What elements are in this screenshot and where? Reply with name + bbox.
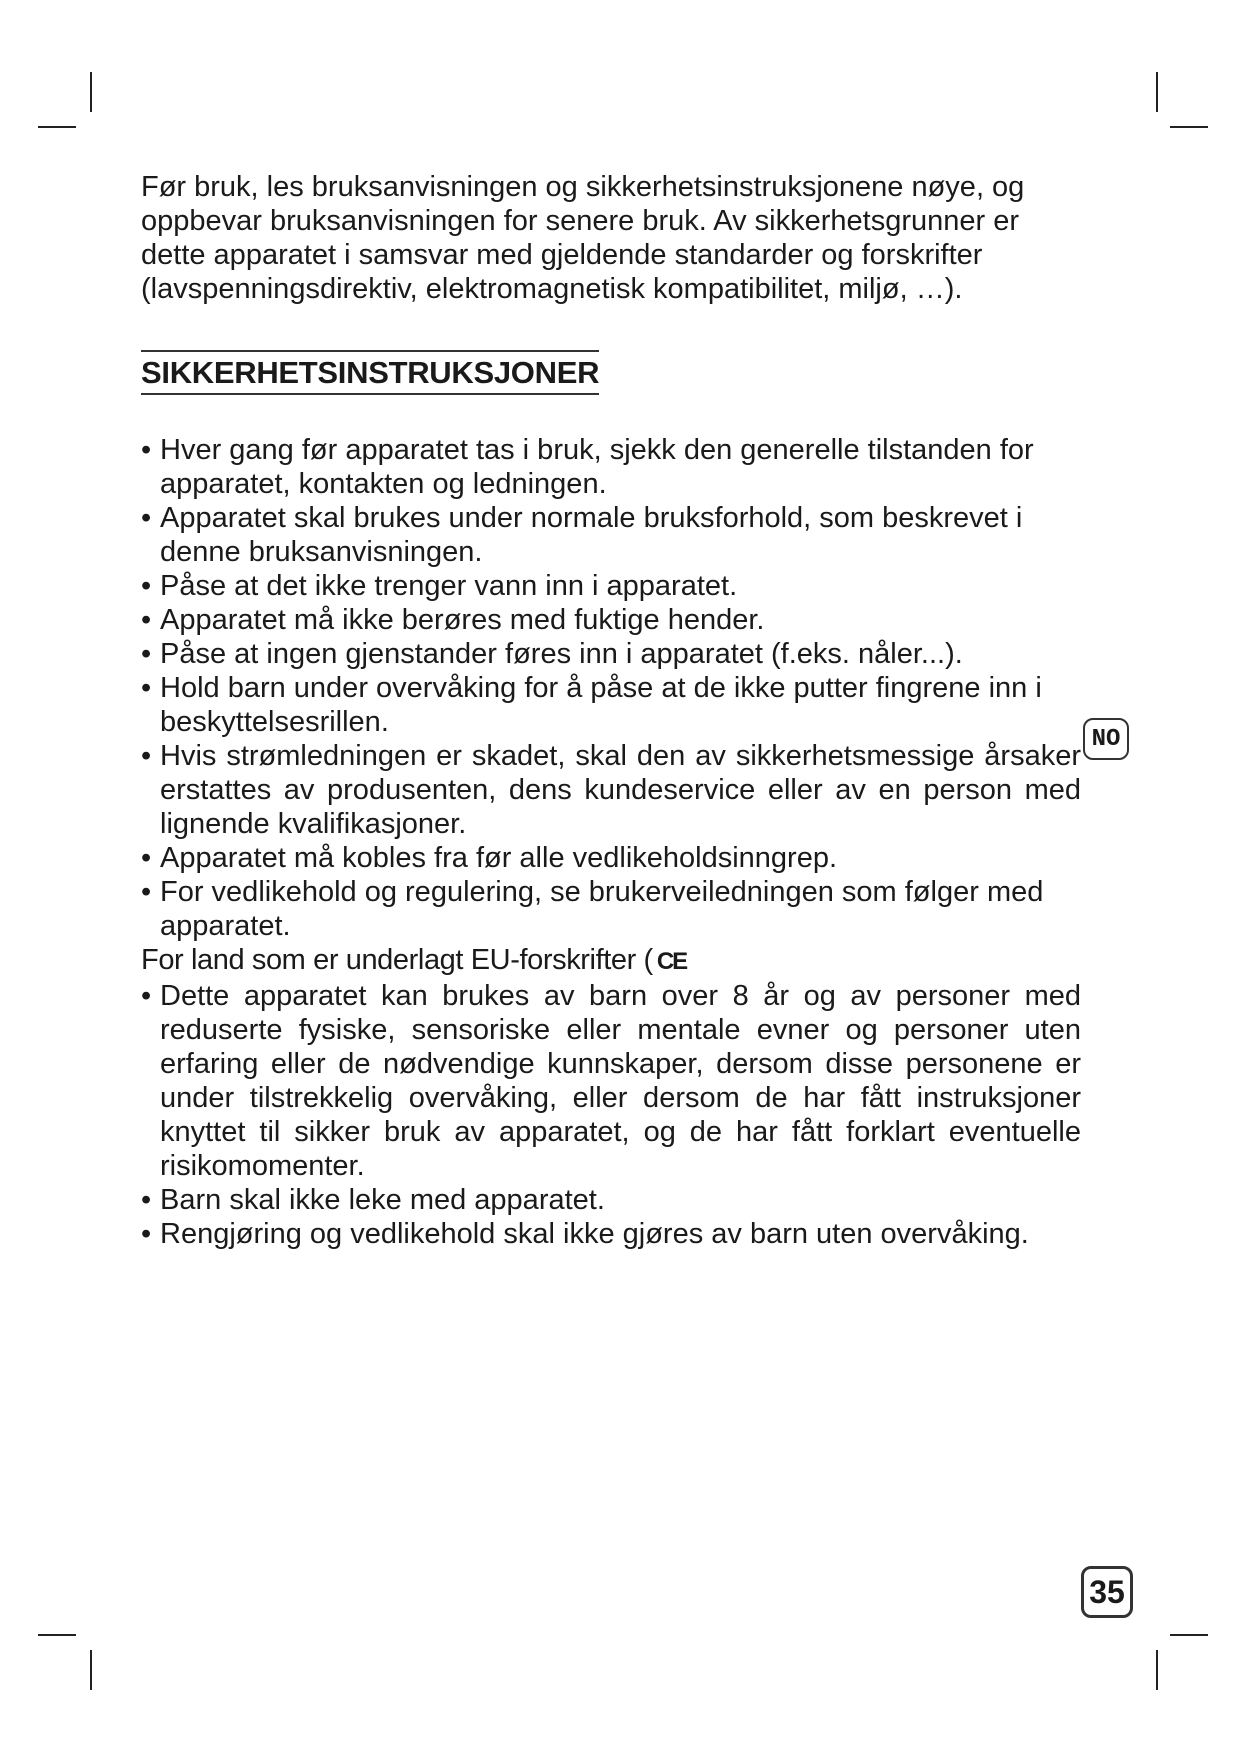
bullet-icon: • [141,1218,152,1250]
eu-regulation-line [141,943,1081,979]
list-item [141,433,1081,501]
list-item-text: Påse at ingen gjenstander føres inn i apparatet (f.eks. nåler...). [160,638,963,670]
eu-regulation-text: For land som er underlagt EU-forskrifter ( [141,944,653,976]
crop-mark [90,1650,92,1690]
bullet-icon: • [141,434,152,466]
list-item [141,739,1081,841]
crop-mark [1156,72,1158,112]
list-item [141,637,1081,671]
crop-mark [1156,1650,1158,1690]
intro-paragraph: Før bruk, les bruksanvisningen og sikkerhetsinstruksjonene nøye, og oppbevar bruksanvisningen for senere bruk. Av sikkerhetsgrunner er dette apparatet i samsvar med gjeldende standarder og forskrifter (lavspenningsdirektiv, elektromagnetisk kompatibilitet, miljø, …). [141,171,1025,305]
list-item-text: Apparatet må ikke berøres med fuktige hender. [160,604,765,636]
ce-mark-icon: CE [656,948,687,975]
list-item [141,569,1081,603]
crop-mark [1170,126,1208,128]
list-item-text: Dette apparatet kan brukes av barn over 8 år og av personer med reduserte fysiske, sensoriske eller mentale evner og personer uten erfaring eller de nødvendige kunnskaper, dersom disse personene er under tilstrekkelig overvåking, eller dersom de har fått instruksjoner knyttet til sikker bruk av apparatet, og de har fått forklart eventuelle risikomomenter. [160,980,1081,1182]
bullet-icon: • [141,672,152,704]
list-item-text: For vedlikehold og regulering, se brukerveiledningen som følger med apparatet. [160,876,1044,942]
list-item [141,1217,1081,1251]
list-item-text: Hver gang før apparatet tas i bruk, sjekk den generelle tilstanden for apparatet, kontakten og ledningen. [160,434,1034,500]
list-item [141,501,1081,569]
eu-list [141,979,1081,1251]
bullet-icon: • [141,570,152,602]
bullet-icon: • [141,502,152,534]
list-item-text: Hold barn under overvåking for å påse at de ikke putter fingrene inn i beskyttelsesrillen. [160,672,1042,738]
list-item-text: Påse at det ikke trenger vann inn i apparatet. [160,570,738,602]
list-item-text: Hvis strømledningen er skadet, skal den av sikkerhetsmessige årsaker erstattes av produsenten, dens kundeservice eller av en person med lignende kvalifikasjoner. [160,740,1081,840]
crop-mark [1170,1634,1208,1636]
bullet-icon: • [141,1184,152,1216]
crop-mark [38,126,76,128]
bullet-icon: • [141,876,152,908]
bullet-icon: • [141,842,152,874]
list-item-text: Rengjøring og vedlikehold skal ikke gjøres av barn uten overvåking. [160,1218,1029,1250]
page-content [141,170,1081,1251]
list-item [141,671,1081,739]
list-item [141,841,1081,875]
list-item-text: Apparatet skal brukes under normale bruksforhold, som beskrevet i denne bruksanvisningen. [160,502,1023,568]
language-badge: NO [1083,718,1129,760]
bullet-icon: • [141,604,152,636]
crop-mark [90,72,92,112]
page-number: 35 [1081,1566,1133,1618]
crop-mark [38,1634,76,1636]
safety-list [141,433,1081,943]
bullet-icon: • [141,740,152,772]
list-item [141,979,1081,1183]
list-item [141,1183,1081,1217]
list-item-text: Apparatet må kobles fra før alle vedlikeholdsinngrep. [160,842,838,874]
bullet-icon: • [141,980,152,1012]
list-item [141,875,1081,943]
list-item [141,603,1081,637]
section-heading: SIKKERHETSINSTRUKSJONER [141,350,599,395]
bullet-icon: • [141,638,152,670]
list-item-text: Barn skal ikke leke med apparatet. [160,1184,605,1216]
